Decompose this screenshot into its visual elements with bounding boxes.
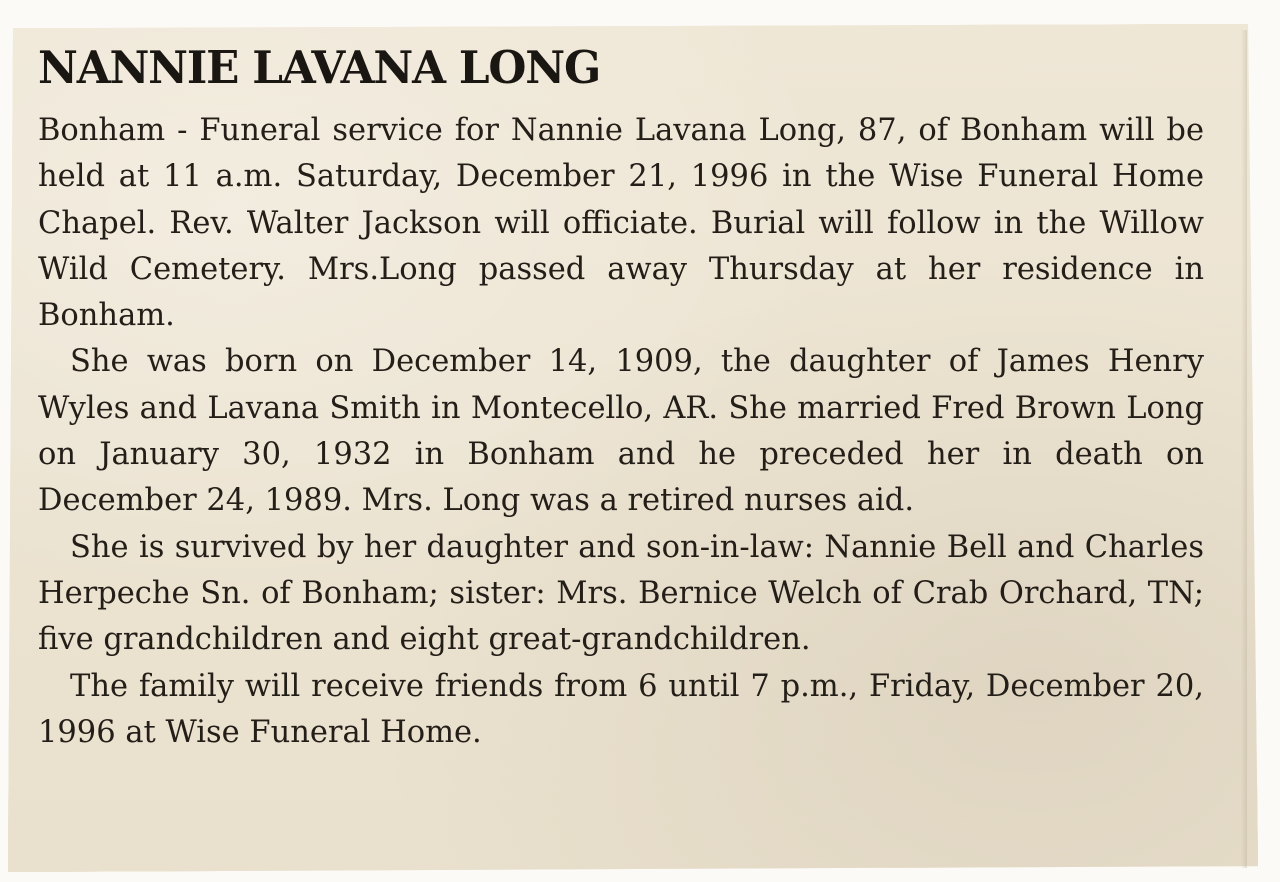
obituary-body: [38, 108, 1204, 756]
paragraph-service-details: Bonham - Funeral service for Nannie Lavana Long, 87, of Bonham will be held at 11 a.m. Saturday, December 21, 1996 in the Wise Funeral Home Chapel. Rev. Walter Jackson will officiate. Burial will follow in the Willow Wild Cemetery. Mrs.Long passed away Thursday at her residence in Bonham.: [38, 113, 1204, 334]
paragraph-biography: She was born on December 14, 1909, the daughter of James Henry Wyles and Lavana Smith in Montecello, AR. She married Fred Brown Long on January 30, 1932 in Bonham and he preceded her in death on December 24, 1989. Mrs. Long was a retired nurses aid.: [38, 344, 1204, 519]
paragraph-visitation: The family will receive friends from 6 until 7 p.m., Friday, December 20, 1996 at Wise Funeral Home.: [38, 668, 1204, 750]
clipping-edge-shadow: [1241, 30, 1247, 868]
obituary-headline: NANNIE LAVANA LONG: [38, 41, 601, 94]
paragraph-survivors: She is survived by her daughter and son-in-law: Nannie Bell and Charles Herpeche Sn. of Bonham; sister: Mrs. Bernice Welch of Crab Orchard, TN; five grandchildren and eight great-grandchildren.: [38, 529, 1204, 658]
